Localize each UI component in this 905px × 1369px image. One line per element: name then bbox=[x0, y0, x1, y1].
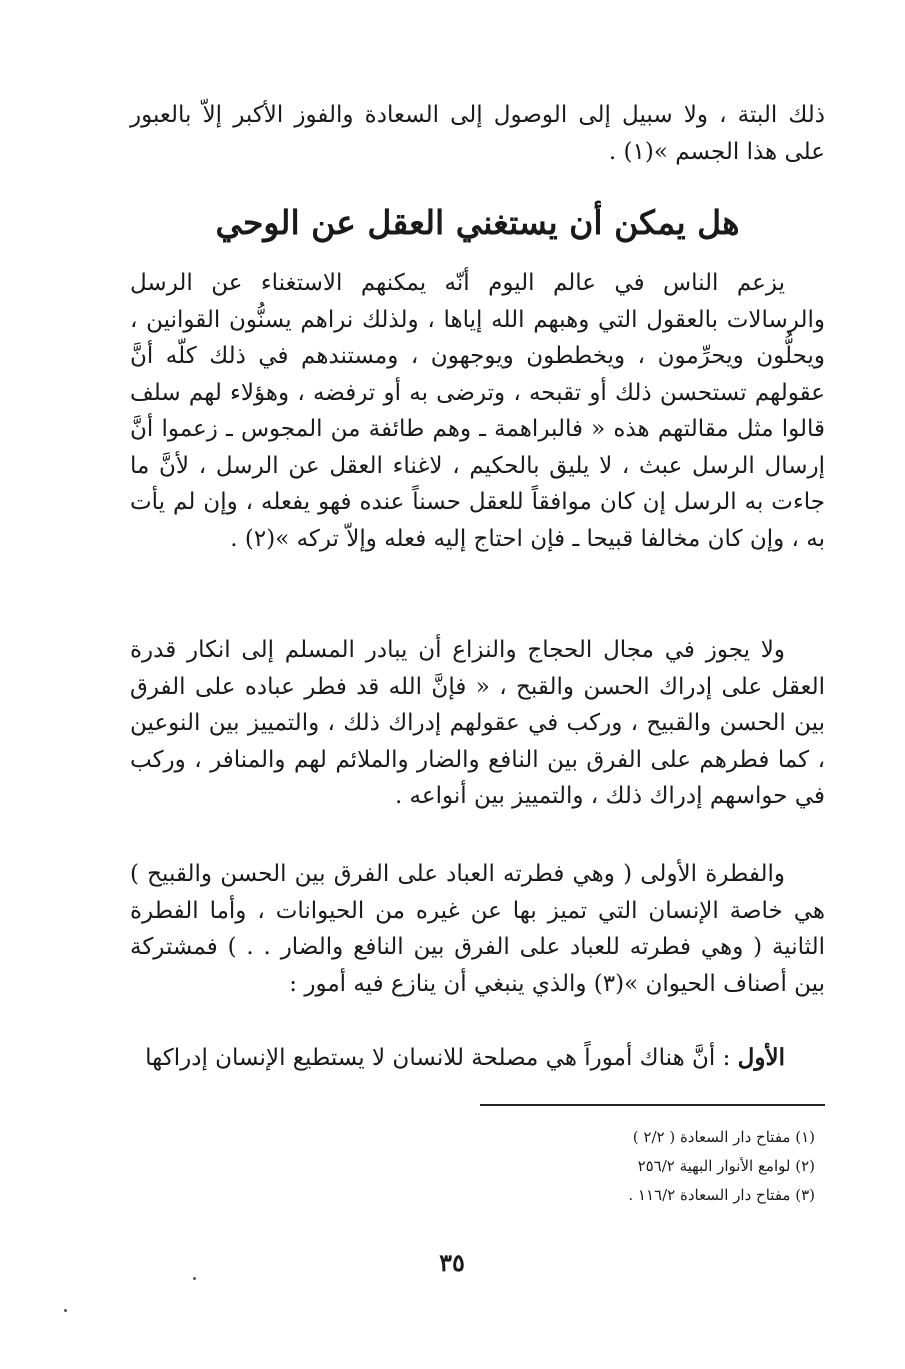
footnote-3: (٣) مفتاح دار السعادة ١١٦/٢ . bbox=[628, 1186, 815, 1204]
scan-speck bbox=[64, 1309, 67, 1312]
paragraph-3 bbox=[130, 856, 825, 1002]
footnote-1: (١) مفتاح دار السعادة ( ٢/٢ ) bbox=[632, 1128, 815, 1146]
continuation-paragraph bbox=[130, 97, 825, 170]
section-heading: هل يمكن أن يستغني العقل عن الوحي bbox=[215, 203, 740, 242]
paragraph-2 bbox=[130, 632, 825, 815]
footnote-separator bbox=[480, 1104, 825, 1106]
first-point-label: الأول bbox=[737, 1044, 785, 1071]
continuation-text: ذلك البتة ، ولا سبيل إلى الوصول إلى السعادة والفوز الأكبر إلاّ بالعبور على هذا الجسم »(١) . bbox=[130, 102, 825, 165]
paragraph-text: والفطرة الأولى ( وهي فطرته العباد على الفرق بين الحسن والقبيح ) هي خاصة الإنسان التي تميز بها عن غيره من الحيوانات ، وأما الفطرة الثانية ( وهي فطرته للعباد على الفرق بين النافع والضار . . ) فمشتركة بين أصناف الحيوان »(٣) والذي ينبغي أن ينازع فيه أمور : bbox=[130, 861, 825, 997]
first-point-text: : أنَّ هناك أموراً هي مصلحة للانسان لا يستطيع الإنسان إدراكها bbox=[145, 1045, 738, 1071]
footnotes bbox=[215, 1123, 815, 1210]
paragraph-text: يزعم الناس في عالم اليوم أنّه يمكنهم الاستغناء عن الرسل والرسالات بالعقول التي وهبهم الله إياها ، ولذلك نراهم يسنُّون القوانين ، ويحلُّون ويحرِّمون ، ويخططون ويوجهون ، ومستندهم في ذلك كلّه أنَّ عقولهم تستحسن ذلك أو تقبحه ، وترضى به أو ترفضه ، وهؤلاء لهم سلف قالوا مثل مقالتهم هذه « فالبراهمة ـ وهم طائفة من المجوس ـ زعموا أنَّ إرسال الرسل عبث ، لا يليق بالحكيم ، لاغناء العقل عن الرسل ، لأنَّ ما جاءت به الرسل إن كان موافقاً للعقل حسناً عنده فهو يفعله ، وإن لم يأت به ، وإن كان مخالفا قبيحا ـ فإن احتاج إليه فعله وإلاّ تركه »(٢) . bbox=[130, 270, 825, 552]
paragraph-4 bbox=[130, 1040, 825, 1077]
page-number: ٣٥ bbox=[439, 1248, 465, 1277]
footnote-2: (٢) لوامع الأنوار البهية ٢٥٦/٢ bbox=[637, 1157, 815, 1175]
scan-speck bbox=[193, 1277, 196, 1280]
paragraph-text bbox=[130, 1040, 825, 1077]
paragraph-text: ولا يجوز في مجال الحجاج والنزاع أن يبادر المسلم إلى انكار قدرة العقل على إدراك الحسن والقبح ، « فإنَّ الله قد فطر عباده على الفرق بين الحسن والقبيح ، وركب في عقولهم إدراك ذلك ، والتمييز بين النوعين ، كما فطرهم على الفرق بين النافع والضار والملائم لهم والمنافر ، وركب في حواسهم إدراك ذلك ، والتمييز بين أنواعه . bbox=[130, 637, 825, 809]
paragraph-1 bbox=[130, 265, 825, 557]
